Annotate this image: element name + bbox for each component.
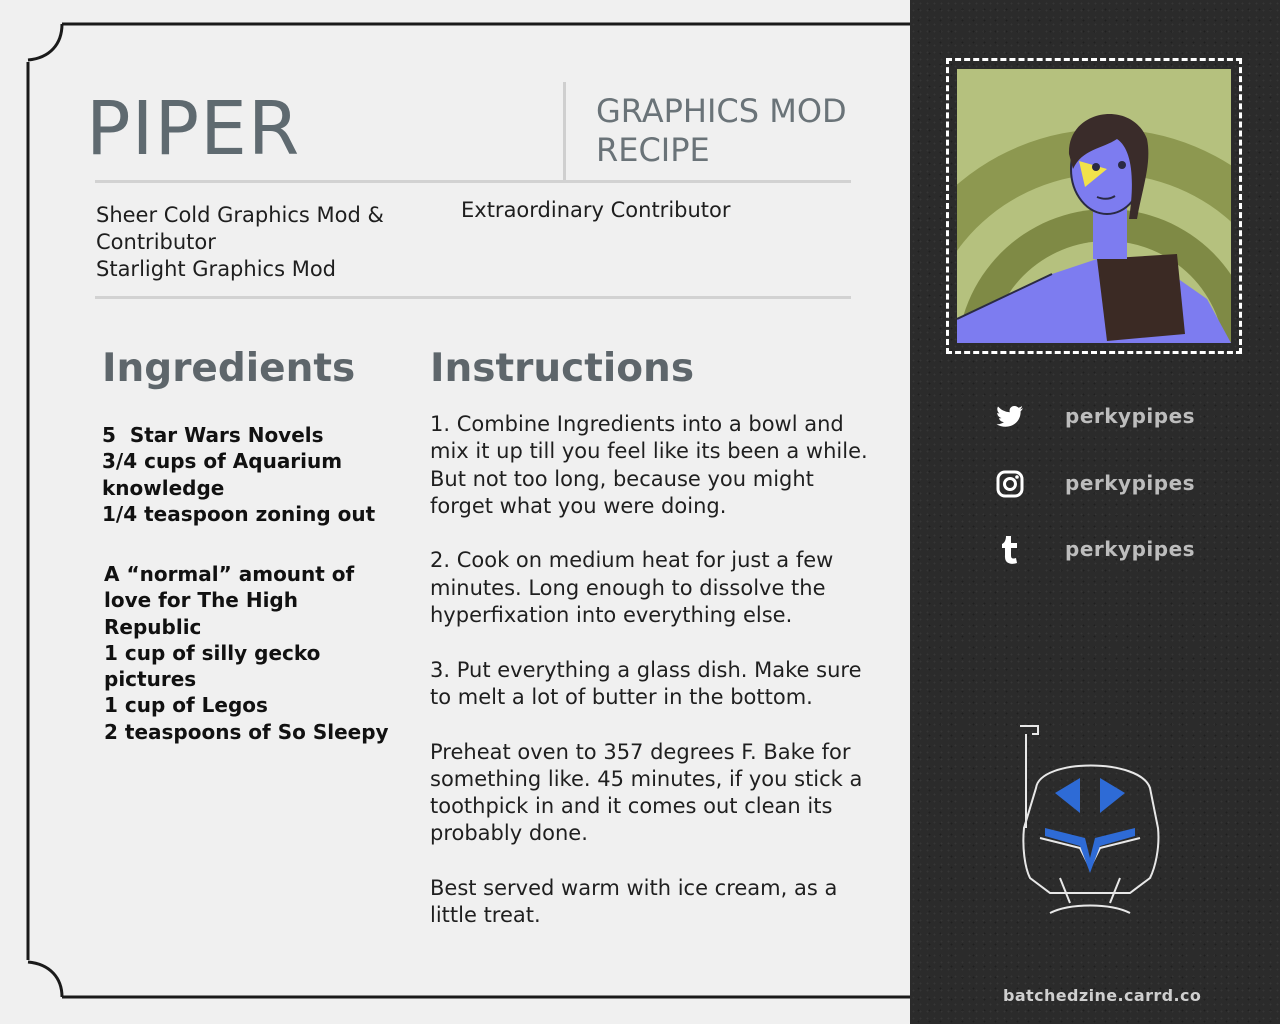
- ingredients-heading: Ingredients: [102, 346, 356, 391]
- social-row-twitter[interactable]: [995, 400, 1196, 434]
- instruction-step: 2. Cook on medium heat for just a few minutes. Long enough to dissolve the hyperfixation into everything else.: [430, 548, 834, 628]
- ingredient-line: love for The High: [104, 588, 298, 613]
- contribution-line: Starlight Graphics Mod: [96, 257, 336, 281]
- footer-url[interactable]: batchedzine.carrd.co: [1003, 986, 1202, 1005]
- tumblr-icon: [995, 535, 1025, 565]
- header-divider: [563, 82, 566, 180]
- contributions-rule: [95, 296, 851, 299]
- portrait-illustration: [957, 69, 1231, 343]
- ingredient-line: A “normal” amount of: [104, 562, 355, 586]
- recipe-label-line2: RECIPE: [596, 131, 710, 169]
- ingredients-list-2: [104, 561, 389, 745]
- ingredient-line: pictures: [104, 667, 197, 692]
- instructions-body: [430, 411, 870, 957]
- contributor-name: PIPER: [86, 86, 301, 172]
- social-row-instagram[interactable]: [995, 467, 1196, 501]
- ingredient-line: 5 Star Wars Novels: [102, 423, 324, 447]
- twitter-icon: [995, 402, 1025, 432]
- contributions-list: [96, 202, 384, 283]
- recipe-label-line1: GRAPHICS MOD: [596, 92, 847, 130]
- ingredient-line: Republic: [104, 614, 202, 639]
- instruction-step: Best served warm with ice cream, as a little treat.: [430, 876, 838, 928]
- contribution-line: Sheer Cold Graphics Mod &: [96, 203, 384, 227]
- instruction-step: 1. Combine Ingredients into a bowl and mix it up till you feel like its been a while. But not too long, because you might forget what you were doing.: [430, 412, 868, 518]
- ingredients-list-1: [102, 422, 375, 527]
- contribution-title: Extraordinary Contributor: [461, 198, 731, 222]
- social-handle: perkypipes: [1065, 404, 1196, 428]
- recipe-label: [596, 92, 847, 170]
- social-handle: perkypipes: [1065, 537, 1196, 561]
- ingredient-line: 1 cup of silly gecko: [104, 640, 321, 665]
- instruction-step: Preheat oven to 357 degrees F. Bake for something like. 45 minutes, if you stick a toothpick in and it comes out clean its probably done.: [430, 739, 863, 846]
- social-row-tumblr[interactable]: [995, 533, 1196, 567]
- clone-trooper-helmet-drawing: [1010, 718, 1170, 923]
- instagram-icon: [995, 469, 1025, 499]
- ingredient-line: 2 teaspoons of So Sleepy: [104, 719, 389, 744]
- ingredient-line: 1 cup of Legos: [104, 693, 268, 718]
- ingredient-line: knowledge: [102, 475, 225, 500]
- ingredient-line: 3/4 cups of Aquarium: [102, 449, 343, 474]
- social-handle: perkypipes: [1065, 471, 1196, 495]
- instruction-step: 3. Put everything a glass dish. Make sure to melt a lot of butter in the bottom.: [430, 657, 862, 709]
- ingredient-line: 1/4 teaspoon zoning out: [102, 501, 376, 526]
- instructions-heading: Instructions: [430, 346, 695, 391]
- contribution-line: Contributor: [96, 230, 216, 254]
- header-rule: [95, 180, 851, 183]
